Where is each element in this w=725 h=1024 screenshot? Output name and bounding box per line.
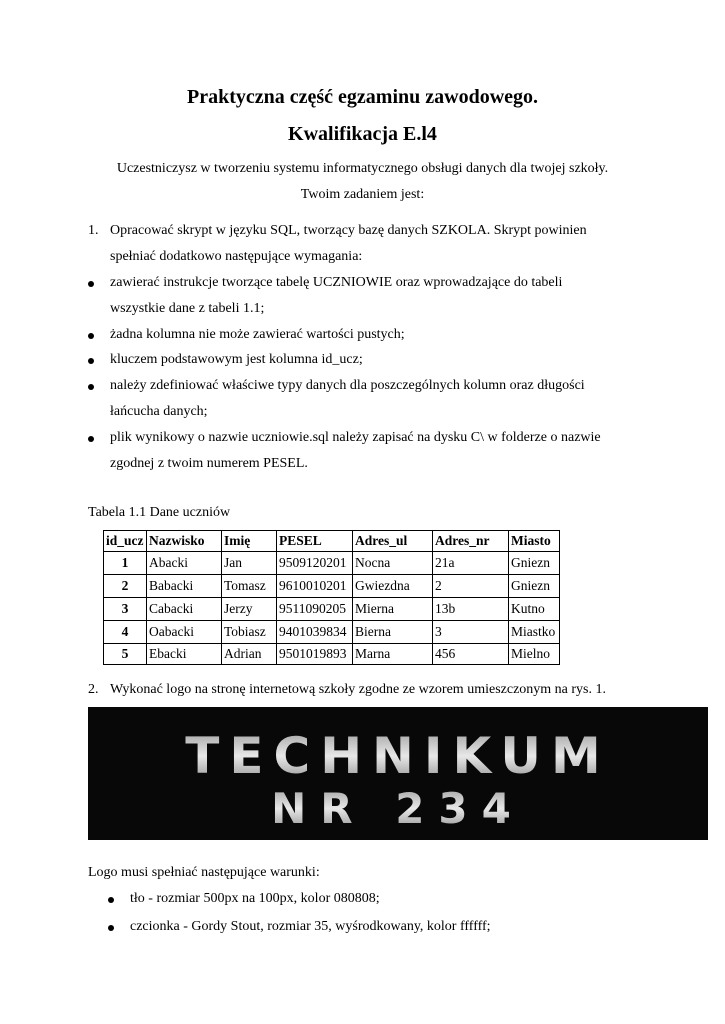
bullet-5-line2: zgodnej z twoim numerem PESEL. (110, 456, 308, 471)
cell-id: 2 (104, 575, 147, 598)
cell-miasto: Gniezn (509, 575, 560, 598)
logo-line2: NR 234 (271, 784, 525, 833)
cell-imie: Tomasz (222, 575, 277, 598)
cell-pesel: 9501019893 (277, 644, 353, 665)
cell-nazwisko: Ebacki (147, 644, 222, 665)
header-imie: Imię (222, 531, 277, 552)
cell-miasto: Kutno (509, 598, 560, 621)
cell-adres-nr: 2 (433, 575, 509, 598)
cell-adres-ul: Bierna (353, 621, 433, 644)
bullet-dot (88, 436, 94, 442)
bullet-dot (108, 925, 114, 931)
task1-line2: spełniać dodatkowo następujące wymagania: (110, 249, 363, 264)
cell-id: 4 (104, 621, 147, 644)
cell-imie: Adrian (222, 644, 277, 665)
header-pesel: PESEL (277, 531, 353, 552)
cell-miasto: Gniezn (509, 552, 560, 575)
bullet-5-line1: plik wynikowy o nazwie uczniowie.sql należy zapisać na dysku C\ w folderze o nazwie (110, 430, 601, 445)
condition-2: czcionka - Gordy Stout, rozmiar 35, wyśrodkowany, kolor ffffff; (130, 919, 491, 934)
table-row (104, 598, 560, 621)
cell-nazwisko: Babacki (147, 575, 222, 598)
bullet-2-line1: żadna kolumna nie może zawierać wartości pustych; (110, 327, 405, 342)
intro-text: Uczestniczysz w tworzeniu systemu informatycznego obsługi danych dla twojej szkoły. (116, 161, 609, 176)
header-id-ucz: id_ucz (104, 531, 147, 552)
cell-adres-nr: 456 (433, 644, 509, 665)
cell-imie: Jerzy (222, 598, 277, 621)
condition-1: tło - rozmiar 500px na 100px, kolor 080808; (130, 891, 380, 906)
task2-number: 2. (88, 682, 99, 697)
bullet-dot (108, 897, 114, 903)
document-subtitle: Kwalifikacja E.l4 (288, 123, 437, 145)
table-row (104, 621, 560, 644)
cell-nazwisko: Oabacki (147, 621, 222, 644)
cell-nazwisko: Cabacki (147, 598, 222, 621)
cell-adres-ul: Mierna (353, 598, 433, 621)
bullet-1-line2: wszystkie dane z tabeli 1.1; (110, 301, 265, 316)
logo-svg (88, 707, 708, 840)
header-nazwisko: Nazwisko (147, 531, 222, 552)
cell-id: 5 (104, 644, 147, 665)
cell-nazwisko: Abacki (147, 552, 222, 575)
table-row (104, 552, 560, 575)
table-row (104, 644, 560, 665)
cell-adres-ul: Nocna (353, 552, 433, 575)
bullet-1-line1: zawierać instrukcje tworzące tabelę UCZNIOWIE oraz wprowadzające do tabeli (110, 275, 563, 290)
cell-pesel: 9511090205 (277, 598, 353, 621)
cell-id: 3 (104, 598, 147, 621)
cell-adres-ul: Marna (353, 644, 433, 665)
bullet-4-line2: łańcucha danych; (110, 404, 208, 419)
bullet-dot (88, 384, 94, 390)
conditions-heading: Logo musi spełniać następujące warunki: (88, 865, 320, 880)
cell-adres-nr: 13b (433, 598, 509, 621)
cell-imie: Tobiasz (222, 621, 277, 644)
cell-adres-nr: 21a (433, 552, 509, 575)
cell-adres-nr: 3 (433, 621, 509, 644)
cell-miasto: Miastko (509, 621, 560, 644)
logo-image (88, 707, 708, 840)
students-table (103, 530, 560, 665)
cell-pesel: 9610010201 (277, 575, 353, 598)
cell-id: 1 (104, 552, 147, 575)
header-adres-ul: Adres_ul (353, 531, 433, 552)
document-title: Praktyczna część egzaminu zawodowego. (186, 86, 539, 108)
cell-miasto: Mielno (509, 644, 560, 665)
table-caption: Tabela 1.1 Dane uczniów (88, 505, 231, 520)
task2-text: Wykonać logo na stronę internetową szkoły zgodne ze wzorem umieszczonym na rys. 1. (110, 682, 606, 697)
bullet-4-line1: należy zdefiniować właściwe typy danych dla poszczególnych kolumn oraz długości (110, 378, 585, 393)
bullet-3-line1: kluczem podstawowym jest kolumna id_ucz; (110, 352, 363, 367)
task1-line1: Opracować skrypt w języku SQL, tworzący bazę danych SZKOLA. Skrypt powinien (110, 223, 587, 238)
intro-task-label: Twoim zadaniem jest: (300, 187, 425, 202)
header-miasto: Miasto (509, 531, 560, 552)
table-row (104, 575, 560, 598)
task1-number: 1. (88, 223, 99, 238)
bullet-dot (88, 358, 94, 364)
bullet-dot (88, 281, 94, 287)
bullet-dot (88, 333, 94, 339)
logo-line1: TECHNIKUM (185, 727, 611, 785)
table-header-row (104, 531, 560, 552)
header-adres-nr: Adres_nr (433, 531, 509, 552)
cell-imie: Jan (222, 552, 277, 575)
cell-pesel: 9509120201 (277, 552, 353, 575)
cell-adres-ul: Gwiezdna (353, 575, 433, 598)
cell-pesel: 9401039834 (277, 621, 353, 644)
